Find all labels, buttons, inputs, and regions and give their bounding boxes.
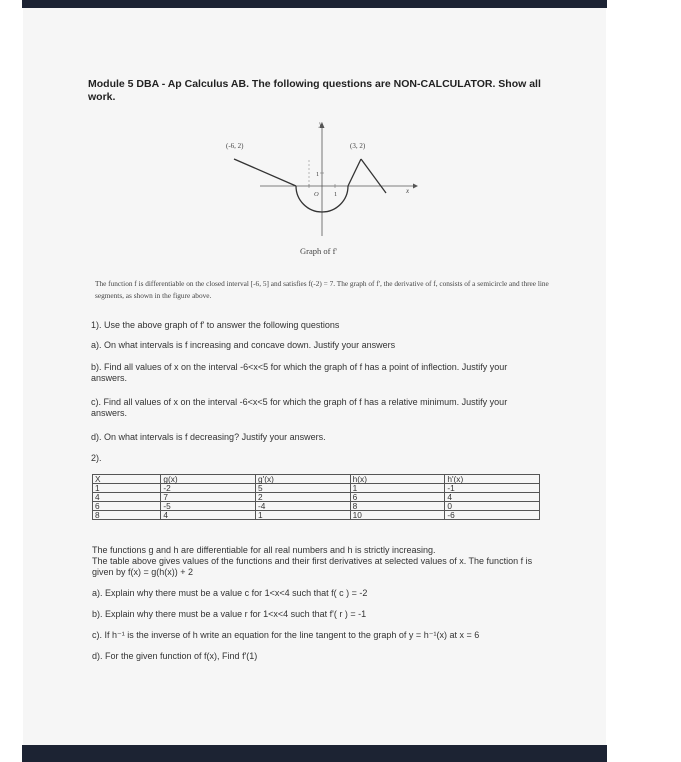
table-cell: 1	[256, 511, 351, 520]
bottom-bar	[22, 745, 607, 762]
table-cell: 6	[350, 493, 445, 502]
question1-d: d). On what intervals is f decreasing? Justify your answers.	[91, 432, 326, 442]
table-cell: 8	[93, 511, 161, 520]
question1-b: b). Find all values of x on the interval -6<x<5 for which the graph of f has a point of inflection. Justify your answers.	[91, 362, 508, 383]
question2-label: 2).	[91, 453, 102, 463]
table-cell: 6	[93, 502, 161, 511]
table-cell: -1	[445, 484, 540, 493]
question2-b: b). Explain why there must be a value r for 1<x<4 such that f'( r ) = -1	[92, 609, 367, 619]
point-right-label: (3, 2)	[350, 142, 366, 150]
x-axis-arrow	[413, 184, 418, 189]
question2-para2: The table above gives values of the functions and their first derivatives at selected values of x. The function f is given by f(x) = g(h(x)) + 2	[92, 556, 533, 577]
y-axis-label: y	[319, 120, 323, 128]
question1-c: c). Find all values of x on the interval -6<x<5 for which the graph of f has a relative minimum. Justify your answers.	[91, 397, 508, 418]
top-bar	[22, 0, 607, 8]
table-header: h'(x)	[445, 475, 540, 484]
table-cell: 5	[256, 484, 351, 493]
table-cell: -5	[161, 502, 256, 511]
table-cell: 0	[445, 502, 540, 511]
graph-caption: Graph of f'	[300, 246, 337, 256]
x-axis-label: x	[406, 187, 410, 195]
tick-one-x: 1	[334, 191, 338, 198]
table-cell: 8	[350, 502, 445, 511]
table-header: g(x)	[161, 475, 256, 484]
table-cell: 2	[256, 493, 351, 502]
table-cell: 1	[350, 484, 445, 493]
problem-description: The function f is differentiable on the closed interval [-6, 5] and satisfies f(-2) = 7. The graph of f', the derivative of f, consists of a semicircle and three line segments, as shown in the figure above.	[95, 279, 549, 300]
values-table	[92, 474, 540, 520]
page-title: Module 5 DBA - Ap Calculus AB. The following questions are NON-CALCULATOR. Show all work.	[88, 78, 541, 103]
origin-label: O	[314, 191, 319, 198]
question2-c: c). If h⁻¹ is the inverse of h write an equation for the line tangent to the graph of y = h⁻¹(x) at x = 6	[92, 630, 480, 640]
segment-left	[234, 159, 296, 186]
question2-notes	[92, 545, 552, 662]
tick-one-y: 1	[316, 171, 320, 178]
table-cell: 4	[445, 493, 540, 502]
table-row	[93, 502, 540, 511]
table-cell: -2	[161, 484, 256, 493]
question1-intro: 1). Use the above graph of f' to answer the following questions	[91, 320, 340, 330]
table-header: h(x)	[350, 475, 445, 484]
table-cell: 4	[161, 511, 256, 520]
question2-para1: The functions g and h are differentiable for all real numbers and h is strictly increasing.	[92, 545, 436, 555]
table-cell: 1	[93, 484, 161, 493]
table-cell: 10	[350, 511, 445, 520]
table-cell: -4	[256, 502, 351, 511]
table-header-row	[93, 475, 540, 484]
table-header: g'(x)	[256, 475, 351, 484]
question2-a: a). Explain why there must be a value c for 1<x<4 such that f( c ) = -2	[92, 588, 368, 598]
table-cell: 4	[93, 493, 161, 502]
table-cell: 7	[161, 493, 256, 502]
point-left-label: (-6, 2)	[226, 142, 244, 150]
segment-down	[361, 159, 386, 193]
table-row	[93, 493, 540, 502]
question2-d: d). For the given function of f(x), Find f'(1)	[92, 651, 258, 661]
table-header: X	[93, 475, 161, 484]
question1-a: a). On what intervals is f increasing and concave down. Justify your answers	[91, 340, 396, 350]
table-row	[93, 484, 540, 493]
segment-up	[348, 159, 361, 186]
table-cell: -6	[445, 511, 540, 520]
table-row	[93, 511, 540, 520]
derivative-graph	[220, 118, 420, 243]
